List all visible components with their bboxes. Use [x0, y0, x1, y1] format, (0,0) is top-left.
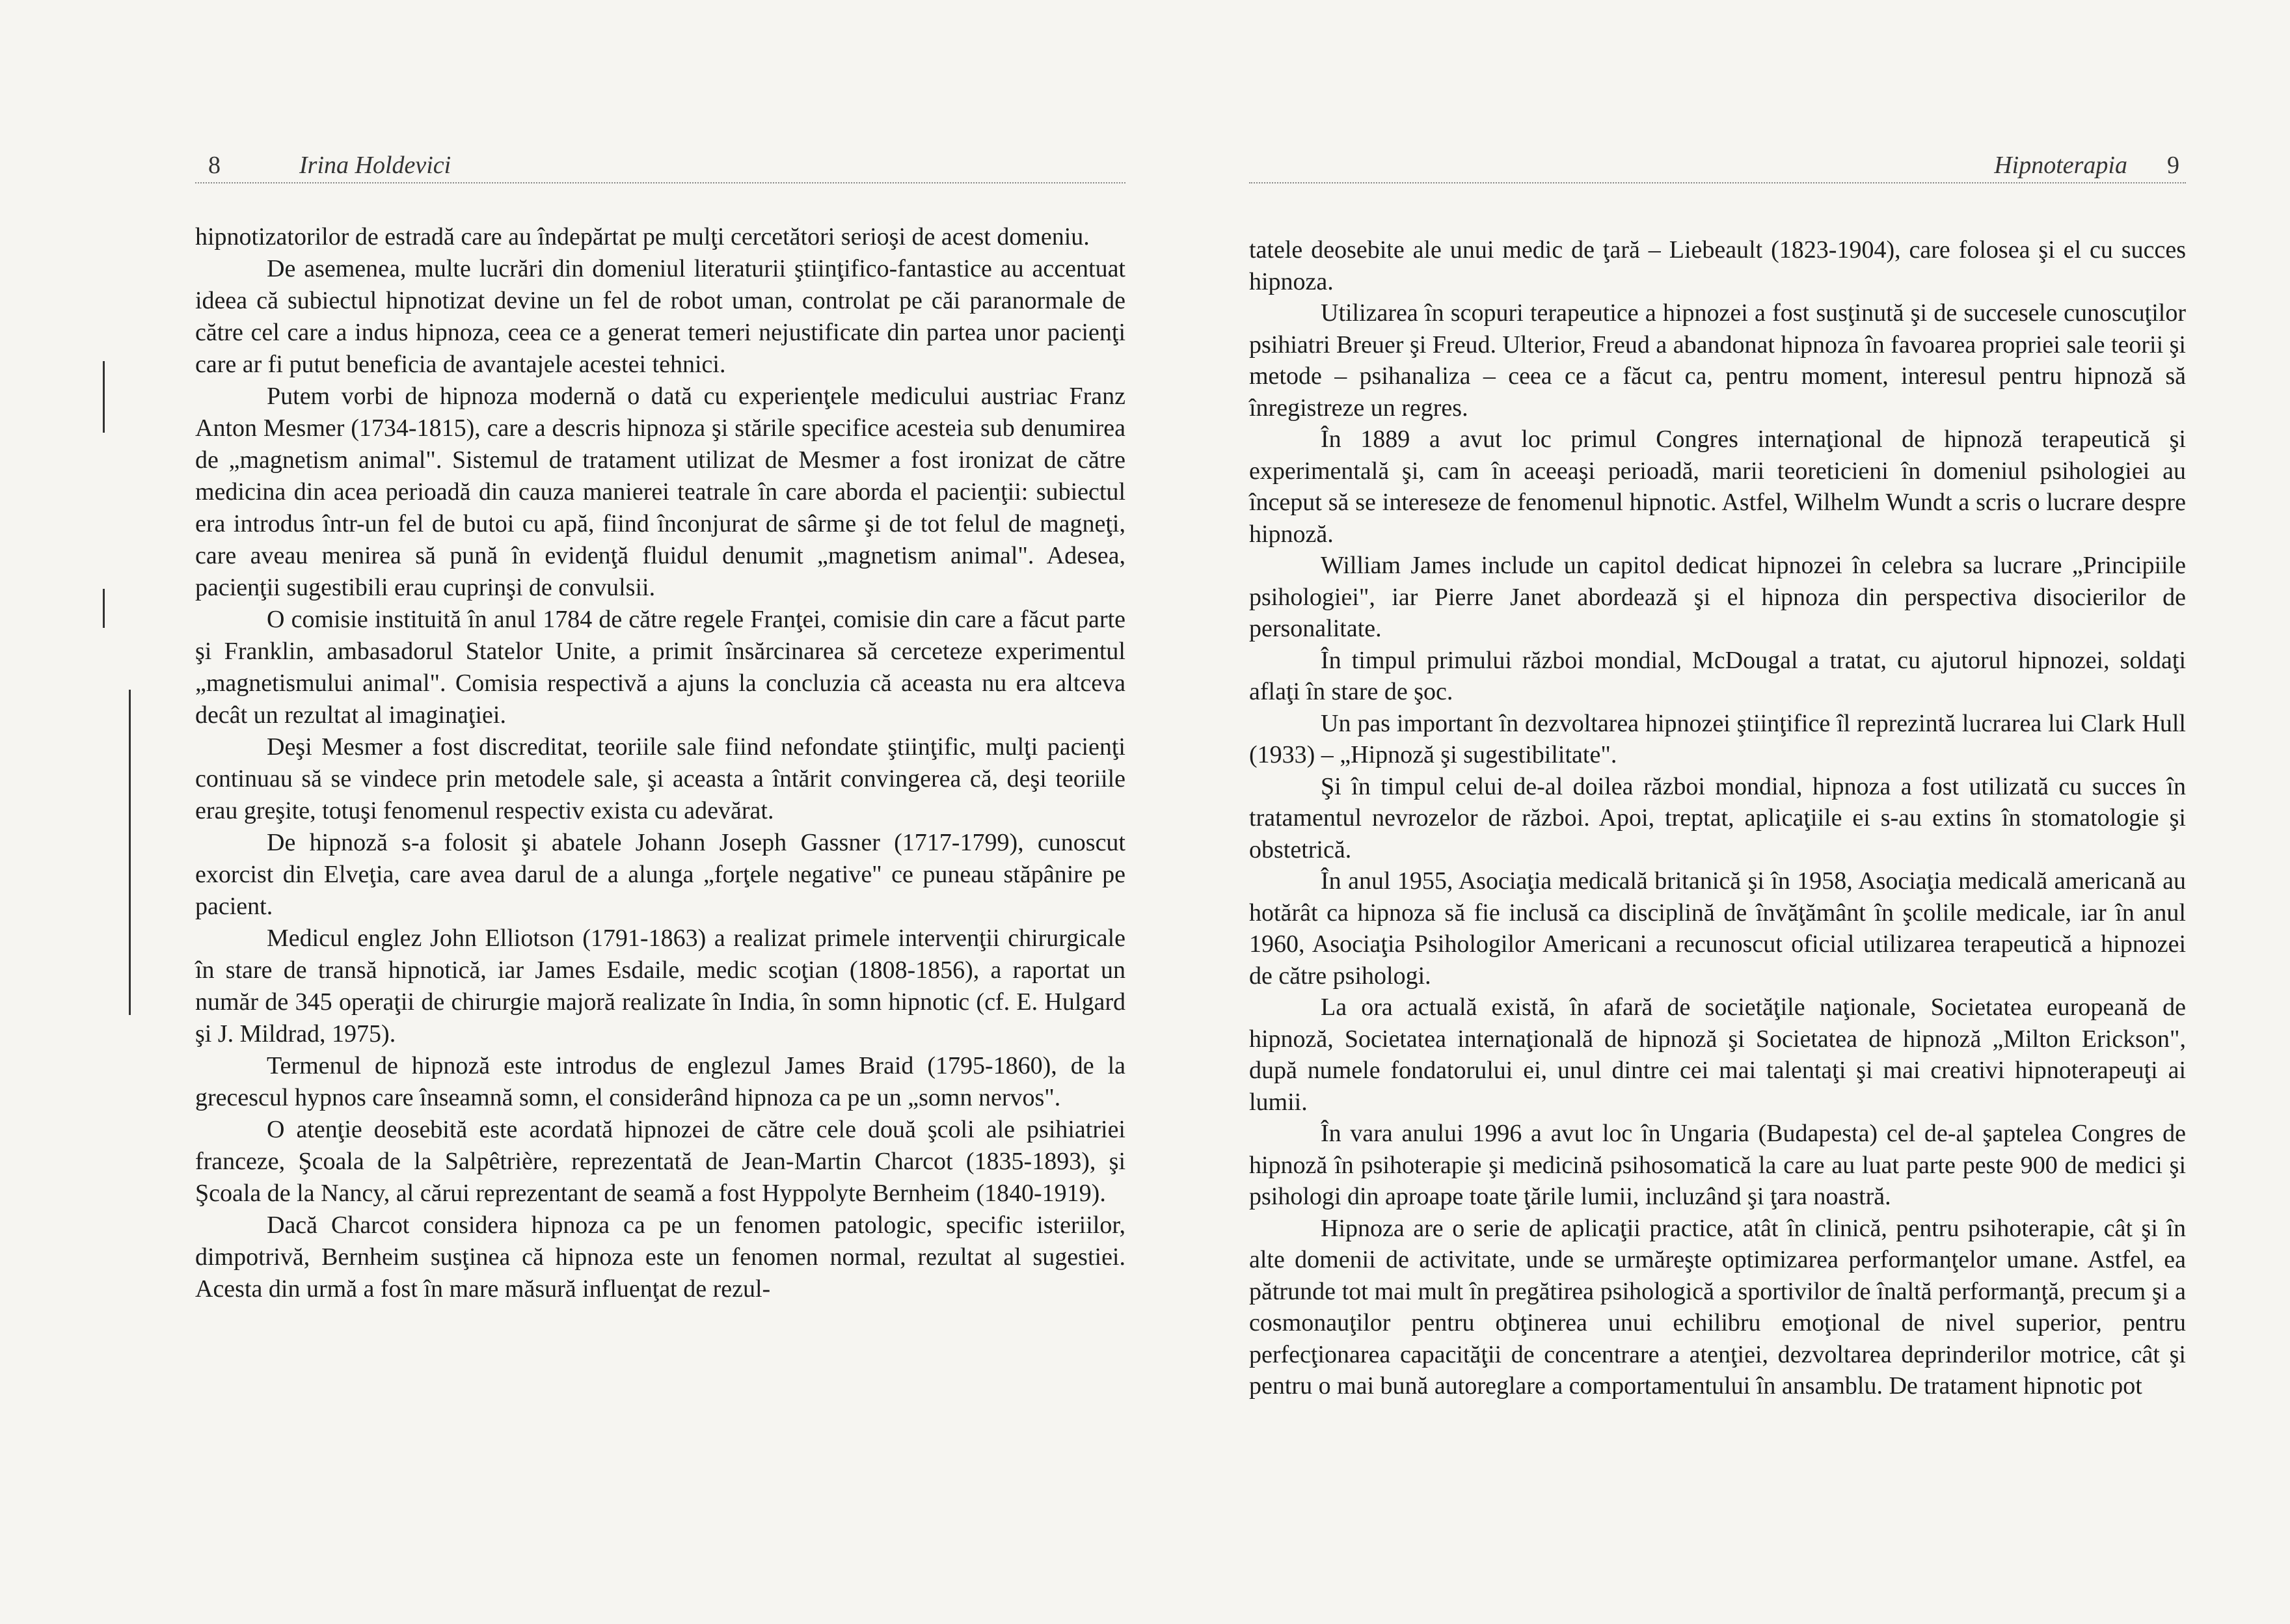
paragraph: Şi în timpul celui de-al doilea război mondial, hipnoza a fost utilizată cu succes în tratamentul nevrozelor de război. Apoi, treptat, aplicaţiile ei s-au extins în stomatologie şi obstetrică.	[1249, 772, 2186, 863]
paragraph: Putem vorbi de hipnoza modernă o dată cu experienţele medicului austriac Franz Anton Mesmer (1734-1815), care a descris hipnoza şi stările specifice acesteia sub denumirea de „magnetism animal". Sistemul de tratament utilizat de Mesmer a fost ironizat de către medicina din acea perioadă din cauza manierei teatrale în care aborda el pacienţii: subiectul era introdus într-un fel de butoi cu apă, fiind înconjurat de sârme şi de tot felul de magneţi, care aveau menirea să pună în evidenţă fluidul denumit „magnetism animal". Adesea, pacienţii sugestibili erau cuprinşi de convulsii.	[195, 383, 1125, 601]
paragraph: O atenţie deosebită este acordată hipnozei de către cele două şcoli ale psihiatriei franceze, Şcoala de la Salpêtrière, reprezentată de Jean-Martin Charcot (1835-1893), şi Şcoala de la Nancy, al cărui reprezentant de seamă a fost Hyppolyte Bernheim (1840-1919).	[195, 1116, 1125, 1207]
right-running-head	[1249, 143, 2186, 183]
left-page-number: 8	[208, 152, 221, 179]
gutter-mark	[103, 361, 105, 433]
paragraph: În anul 1955, Asociaţia medicală britanică şi în 1958, Asociaţia medicală americană au hotărât ca hipnoza să fie inclusă ca disciplină de învăţământ în şcolile medicale, iar în anul 1960, Asociaţia Psihologilor Americani a recunoscut oficial utilizarea terapeutică a hipnozei de către psihologi.	[1249, 867, 2186, 990]
paragraph: Termenul de hipnoză este introdus de englezul James Braid (1795-1860), de la grecescul hypnos care înseamnă somn, el considerând hipnoza ca pe un „somn nervos".	[195, 1052, 1125, 1111]
paragraph: Dacă Charcot considera hipnoza ca pe un fenomen patologic, specific isteriilor, dimpotrivă, Bernheim susţinea că hipnoza este un fenomen normal, rezultat al sugestiei. Acesta din urmă a fost în mare măsură influenţat de rezul-	[195, 1211, 1125, 1303]
right-running-title: Hipnoterapia	[1994, 152, 2127, 179]
left-running-head	[195, 143, 1125, 183]
right-page-body	[1249, 234, 2186, 1402]
left-page	[195, 0, 1125, 1624]
right-page-number: 9	[2167, 152, 2179, 179]
paragraph: În timpul primului război mondial, McDougal a tratat, cu ajutorul hipnozei, soldaţi aflaţi în stare de şoc.	[1249, 646, 2186, 705]
paragraph: hipnotizatorilor de estradă care au îndepărtat pe mulţi cercetători serioşi de acest domeniu.	[195, 223, 1090, 250]
paragraph: În vara anului 1996 a avut loc în Ungaria (Budapesta) cel de-al şaptelea Congres de hipnoză în psihoterapie şi medicină psihosomatică la care au luat parte peste 900 de medici şi psihologi din aproape toate ţările lumii, incluzând şi ţara noastră.	[1249, 1120, 2186, 1210]
paragraph: În 1889 a avut loc primul Congres internaţional de hipnoză terapeutică şi experimentală şi, cam în aceeaşi perioadă, marii teoreticieni în domeniul psihologiei au început să se intereseze de fenomenul hipnotic. Astfel, Wilhelm Wundt a scris o lucrare despre hipnoză.	[1249, 426, 2186, 548]
gutter-mark	[129, 690, 131, 1015]
gutter-mark	[103, 589, 105, 628]
left-running-title: Irina Holdevici	[299, 152, 451, 179]
paragraph: Hipnoza are o serie de aplicaţii practice, atât în clinică, pentru psihoterapie, cât şi în alte domenii de activitate, unde se urmăreşte optimizarea performanţelor umane. Astfel, ea pătrunde tot mai mult în pregătirea psihologică a sportivilor de înaltă performanţă, precum şi a cosmonauţilor pentru obţinerea unui echilibru emoţional de nivel superior, pentru perfecţionarea capacităţii de concentrare a atenţiei, dezvoltarea deprinderilor motrice, cât şi pentru o mai bună autoreglare a comportamentului în ansamblu. De tratament hipnotic pot	[1249, 1214, 2186, 1400]
paragraph: Medicul englez John Elliotson (1791-1863) a realizat primele intervenţii chirurgicale în stare de transă hipnotică, iar James Esdaile, medic scoţian (1808-1856), a raportat un număr de 345 operaţii de chirurgie majoră realizate în India, în somn hipnotic (cf. E. Hulgard şi J. Mildrad, 1975).	[195, 925, 1125, 1048]
right-page	[1249, 0, 2186, 1624]
paragraph: William James include un capitol dedicat hipnozei în celebra sa lucrare „Principiile psihologiei", iar Pierre Janet abordează şi el hipnoza din perspectiva disocierilor de personalitate.	[1249, 552, 2186, 642]
paragraph: Deşi Mesmer a fost discreditat, teoriile sale fiind nefondate ştiinţific, mulţi pacienţi continuau să se vindece prin metodele sale, şi aceasta a întărit convingerea că, deşi teoriile erau greşite, totuşi fenomenul respectiv exista cu adevărat.	[195, 733, 1125, 824]
paragraph: O comisie instituită în anul 1784 de către regele Franţei, comisie din care a făcut parte şi Franklin, ambasadorul Statelor Unite, a primit însărcinarea să cerceteze experimentul „magnetismului animal". Comisia respectivă a ajuns la concluzia că aceasta nu era altceva decât un rezultat al imaginaţiei.	[195, 606, 1125, 729]
left-page-body	[195, 221, 1125, 1305]
paragraph: Un pas important în dezvoltarea hipnozei ştiinţifice îl reprezintă lucrarea lui Clark Hull (1933) – „Hipnoză şi sugestibilitate".	[1249, 709, 2186, 768]
paragraph: tatele deosebite ale unui medic de ţară – Liebeault (1823-1904), care folosea şi el cu succes hipnoza.	[1249, 236, 2186, 295]
paragraph: Utilizarea în scopuri terapeutice a hipnozei a fost susţinută şi de succesele cunoscuţilor psihiatri Breuer şi Freud. Ulterior, Freud a abandonat hipnoza în favoarea propriei sale teorii şi metode – psihanaliza – ceea ce a făcut ca, pentru moment, interesul pentru hipnoză să înregistreze un regres.	[1249, 299, 2186, 422]
paragraph: La ora actuală există, în afară de societăţile naţionale, Societatea europeană de hipnoză, Societatea internaţională de hipnoză şi Societatea de hipnoză „Milton Erickson", după numele fondatorului ei, unul dintre cei mai talentaţi şi mai creativi hipnoterapeuţi ai lumii.	[1249, 994, 2186, 1116]
paragraph: De hipnoză s-a folosit şi abatele Johann Joseph Gassner (1717-1799), cunoscut exorcist din Elveţia, care avea darul de a alunga „forţele negative" ce puneau stăpânire pe pacient.	[195, 829, 1125, 920]
paragraph: De asemenea, multe lucrări din domeniul literaturii ştiinţifico-fantastice au accentuat ideea că subiectul hipnotizat devine un fel de robot uman, controlat pe căi paranormale de către cel care a indus hipnoza, ceea ce a generat temeri nejustificate din partea unor pacienţi care ar fi putut beneficia de avantajele acestei tehnici.	[195, 255, 1125, 378]
